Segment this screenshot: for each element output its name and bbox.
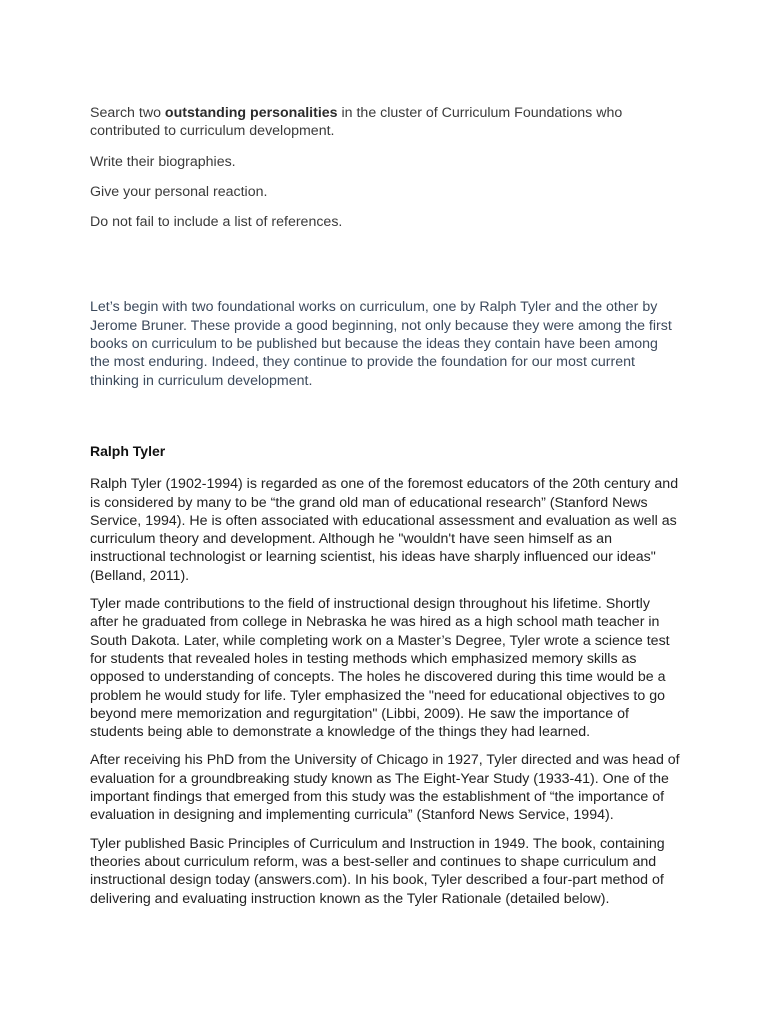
instruction-search-before: Search two [90,105,165,121]
instruction-search [90,104,680,141]
biography-section [90,475,680,908]
context-section [90,298,680,389]
instruction-references: Do not fail to include a list of references. [90,214,343,231]
biography-paragraph-4: Tyler published Basic Principles of Curriculum and Instruction in 1949. The book, containing theories about curriculum reform, was a best-seller and continues to shape curriculum and instructional design today (answers.com). In his book, Tyler described a four-part method of delivering and evaluating instruction known as the Tyler Rationale (detailed below). [90,835,665,907]
biography-paragraph-1: Ralph Tyler (1902-1994) is regarded as one of the foremost educators of the 20th century and is considered by many to be “the grand old man of educational research” (Stanford News Service, 1994). He is often associated with educational assessment and evaluation as well as curriculum theory and development. Although he "wouldn't have seen himself as an instructional technologist or learning scientist, his ideas have sharply influenced our ideas" (Belland, 2011). [90,476,679,584]
section-heading: Ralph Tyler [90,442,166,459]
context-paragraph: Let’s begin with two foundational works on curriculum, one by Ralph Tyler and the other by Jerome Bruner. These provide a good beginning, not only because they were among the first books on curriculum to be published but because the ideas they contain have been among the most enduring. Indeed, they continue to provide the foundation for our most current thinking in curriculum development. [90,299,672,389]
assignment-instructions [90,104,680,231]
instruction-reaction: Give your personal reaction. [90,183,268,200]
biography-paragraph-2: Tyler made contributions to the field of instructional design throughout his lifetime. Shortly after he graduated from college in Nebraska he was hired as a high school math teacher in South Dakota. Later, while completing work on a Master’s Degree, Tyler wrote a science test for students that revealed holes in testing methods which emphasized memory skills as opposed to understanding of concepts. The holes he discovered during this time would be a problem he would study for life. Tyler emphasized the "need for educational objectives to go beyond mere memorization and regurgitation" (Libbi, 2009). He saw the importance of students being able to demonstrate a knowledge of the things they had learned. [90,596,670,741]
instruction-biographies: Write their biographies. [90,153,236,170]
biography-paragraph-3: After receiving his PhD from the University of Chicago in 1927, Tyler directed and was head of evaluation for a groundbreaking study known as The Eight-Year Study (1933-41). One of the important findings that emerged from this study was the establishment of “the importance of evaluation in designing and implementing curricula” (Stanford News Service, 1994). [90,752,680,824]
instruction-search-bold: outstanding personalities [164,105,338,121]
document-body [90,104,680,908]
instruction-search-after: in the cluster of Curriculum Foundations who contributed to curriculum development. [90,105,623,140]
